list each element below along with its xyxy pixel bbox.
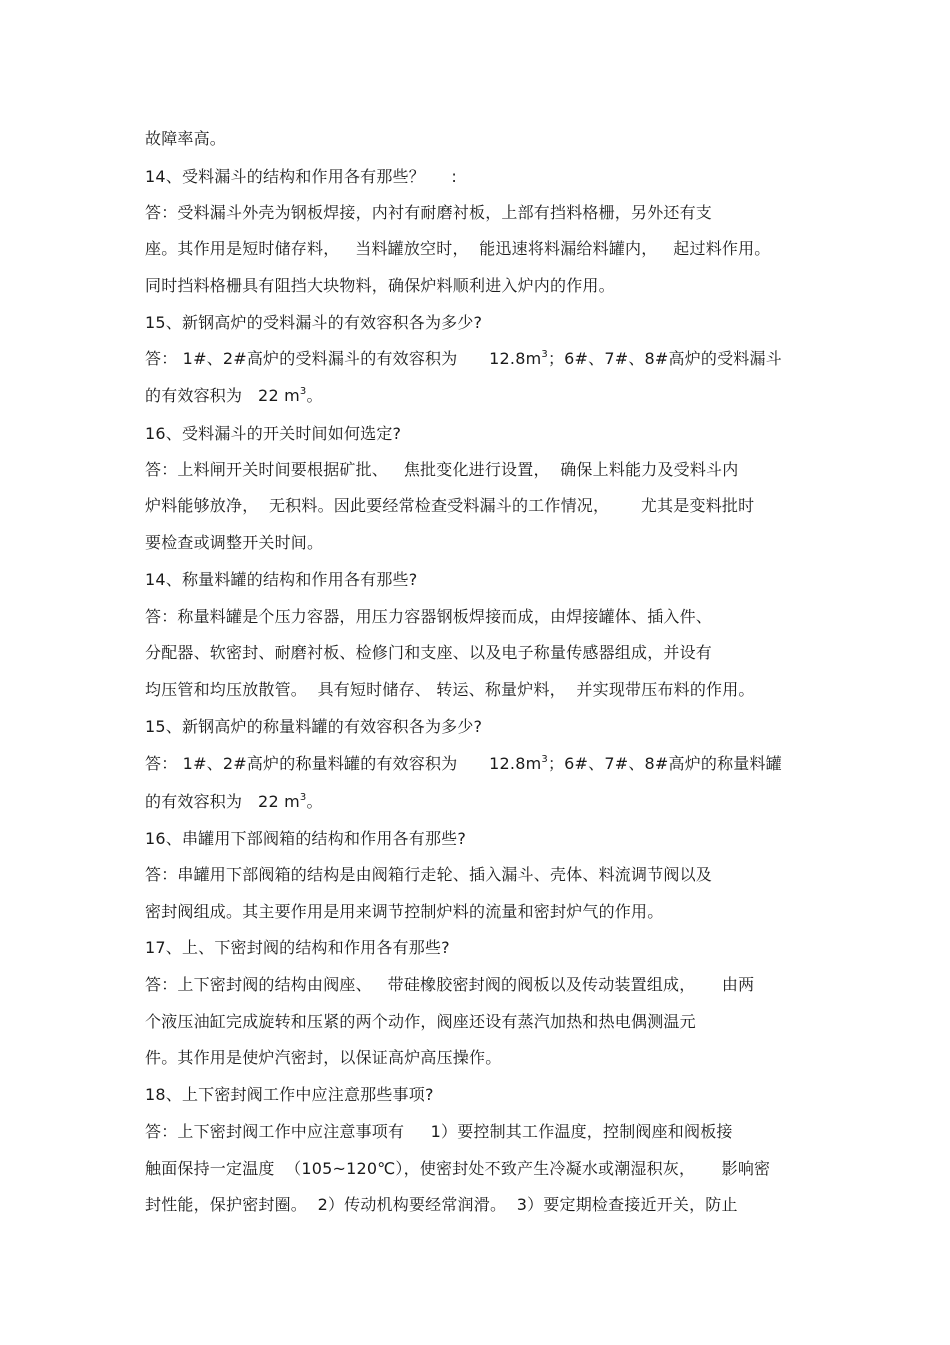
text-line: 故障率高。 [145, 129, 227, 148]
question-heading: 14、称量料罐的结构和作用各有那些? [145, 570, 418, 589]
question-heading: 17、上、下密封阀的结构和作用各有那些? [145, 938, 450, 957]
text-line: 密封阀组成。其主要作用是用来调节控制炉料的流量和密封炉气的作用。 [145, 902, 664, 921]
question-heading: 14、受料漏斗的结构和作用各有那些？ : [145, 167, 457, 186]
answer-text: 答：串罐用下部阀箱的结构是由阀箱行走轮、插入漏斗、壳体、料流调节阀以及 [145, 865, 713, 884]
question-heading: 15、新钢高炉的称量料罐的有效容积各为多少? [145, 717, 483, 736]
text-line: 个液压油缸完成旋转和压紧的两个动作，阀座还设有蒸汽加热和热电偶测温元 [145, 1012, 696, 1031]
text-line: 分配器、软密封、耐磨衬板、检修门和支座、以及电子称量传感器组成，并设有 [145, 643, 713, 662]
text-line: 的有效容积为 22 $m^3$。 [145, 386, 323, 405]
question-heading: 16、串罐用下部阀箱的结构和作用各有那些? [145, 829, 467, 848]
answer-text: 答：受料漏斗外壳为钢板焊接，内衬有耐磨衬板，上部有挡料格栅，另外还有支 [145, 203, 713, 222]
superscript: 3 [541, 349, 548, 360]
text-line: 要检查或调整开关时间。 [145, 533, 324, 552]
answer-text: 答：上料闸开关时间要根据矿批、 焦批变化进行设置， 确保上料能力及受料斗内 [145, 460, 739, 479]
text-line: 件。其作用是使炉汽密封，以保证高炉高压操作。 [145, 1048, 502, 1067]
superscript: 3 [299, 386, 307, 397]
answer-text: 答： 1#、2#高炉的称量料罐的有效容积为 $12.8m^3$；6#、7#、8#高炉的称量料罐 [145, 754, 782, 773]
superscript: 3 [299, 792, 307, 803]
text-line: 触面保持一定温度 （105~120℃），使密封处不致产生冷凝水或潮湿积灰， 影响密 [145, 1159, 771, 1178]
text-line: 同时挡料格栅具有阻挡大块物料，确保炉料顺利进入炉内的作用。 [145, 276, 615, 295]
text-line: 均压管和均压放散管。 具有短时储存、 转运、称量炉料， 并实现带压布料的作用。 [145, 680, 755, 699]
answer-text: 答： 1#、2#高炉的受料漏斗的有效容积为 $12.8m^3$；6#、7#、8#高炉的受料漏斗 [145, 349, 782, 368]
answer-text: 答：上下密封阀工作中应注意事项有 1）要控制其工作温度，控制阀座和阀板接 [145, 1122, 733, 1141]
text-line: 的有效容积为 22 $m^3$。 [145, 792, 323, 811]
answer-text: 答：称量料罐是个压力容器，用压力容器钢板焊接而成，由焊接罐体、插入件、 [145, 607, 713, 626]
superscript: 3 [541, 754, 548, 765]
answer-text: 答：上下密封阀的结构由阀座、 带硅橡胶密封阀的阀板以及传动装置组成， 由两 [145, 975, 755, 994]
text-line: 封性能，保护密封圈。 2）传动机构要经常润滑。 3）要定期检查接近开关，防止 [145, 1195, 738, 1214]
question-heading: 16、受料漏斗的开关时间如何选定? [145, 424, 402, 443]
question-heading: 15、新钢高炉的受料漏斗的有效容积各为多少? [145, 313, 483, 332]
question-heading: 18、上下密封阀工作中应注意那些事项? [145, 1085, 434, 1104]
text-line: 座。其作用是短时储存料， 当料罐放空时， 能迅速将料漏给料罐内， 起过料作用。 [145, 239, 771, 258]
text-line: 炉料能够放净， 无积料。因此要经常检查受料漏斗的工作情况， 尤其是变料批时 [145, 496, 755, 515]
